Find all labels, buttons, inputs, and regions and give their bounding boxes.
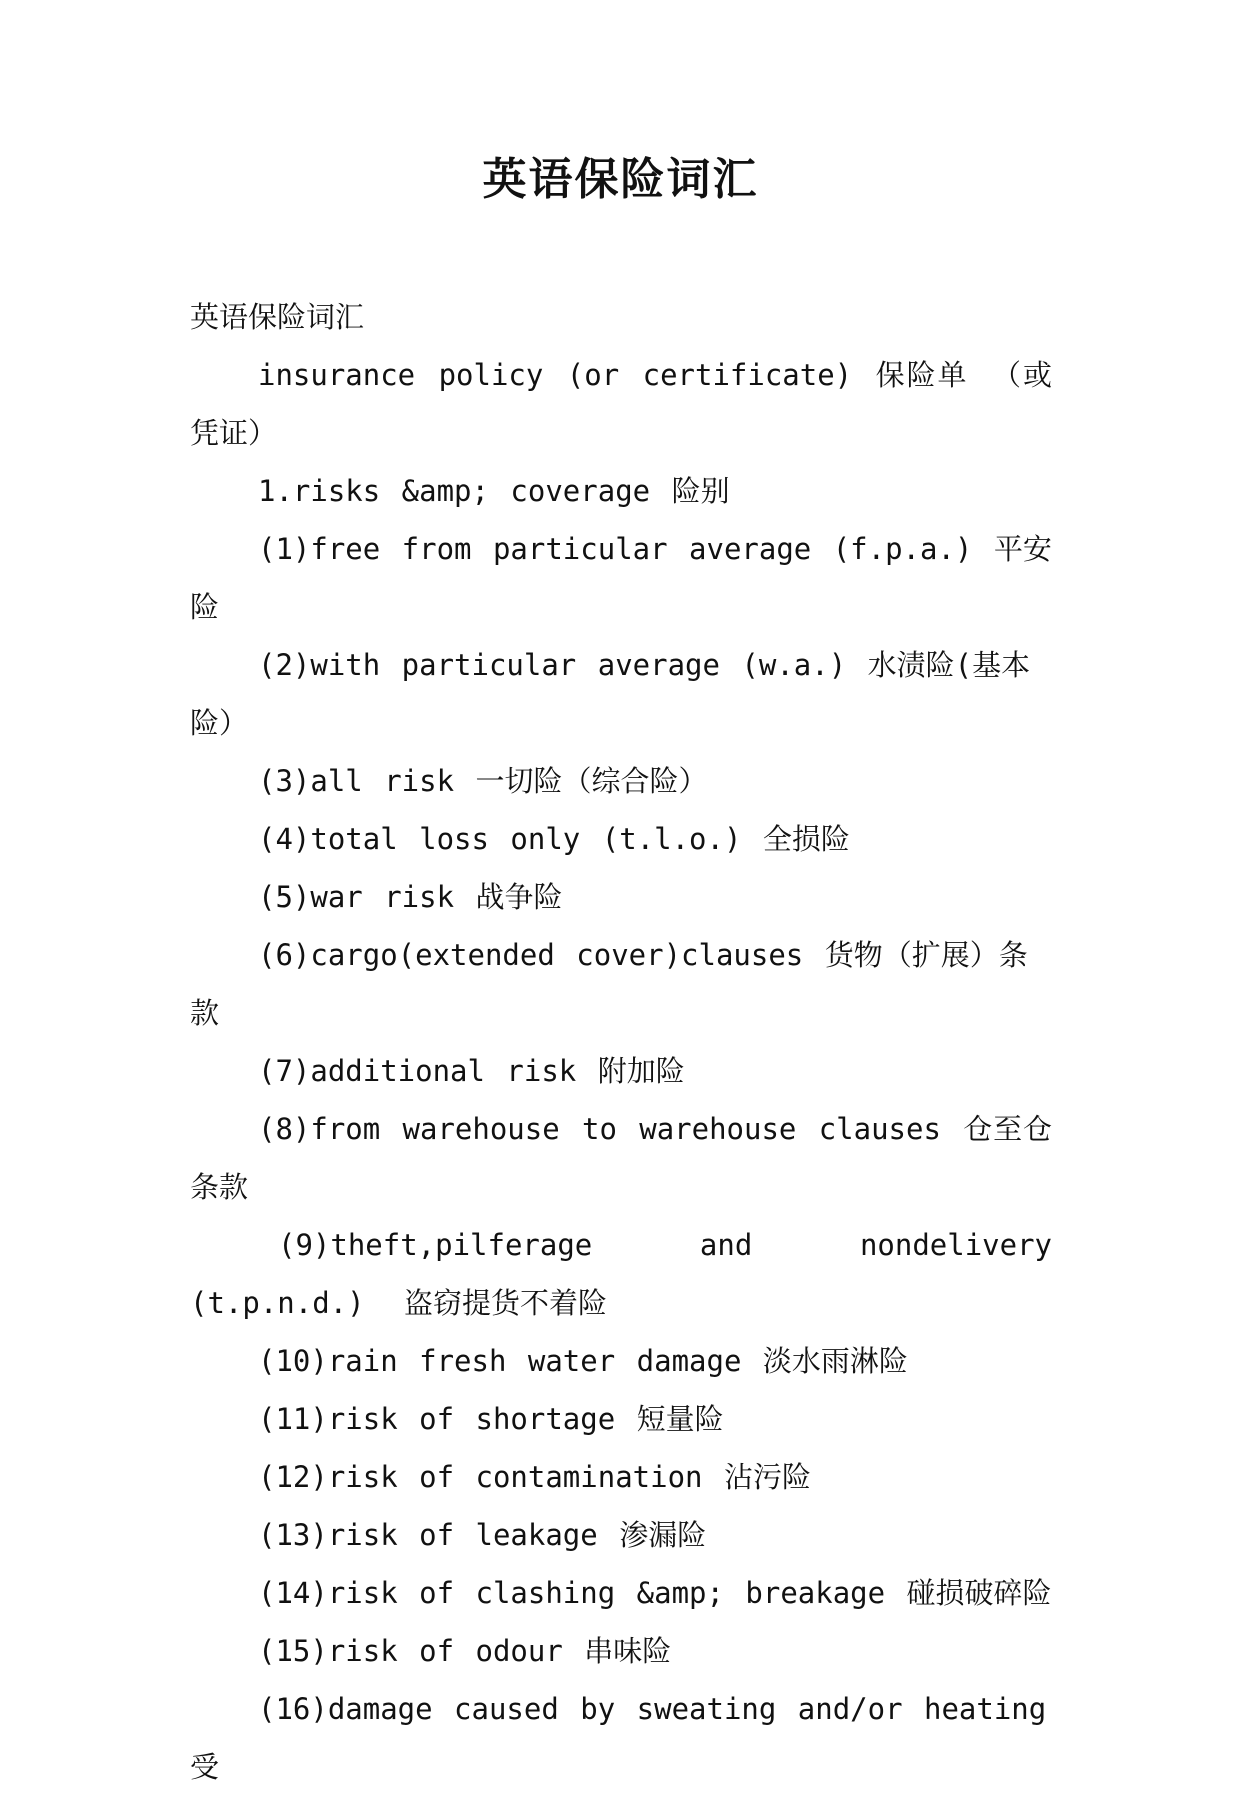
list-item: (15)risk of odour 串味险 [258,1634,672,1668]
list-item: (1)free from particular average (f.p.a.) 平安险 [190,532,1052,624]
document-body [190,288,1052,1796]
list-item: (7)additional risk 附加险 [258,1054,685,1088]
list-item: (6)cargo(extended cover)clauses 货物（扩展）条款 [190,938,1028,1030]
list-item: (8)from warehouse to warehouse clauses 仓至仓条款 [190,1112,1052,1204]
document-title: 英语保险词汇 [482,154,759,205]
list-item: (11)risk of shortage 短量险 [258,1402,724,1436]
list-item: (2)with particular average (w.a.) 水渍险(基本险） [190,648,1031,740]
list-item: (4)total loss only (t.l.o.) 全损险 [258,822,850,856]
list-item: (9)theft,pilferage and nondelivery (t.p.n.d.) 盗窃提货不着险 [190,1228,1052,1320]
paragraph-insurance-policy: insurance policy (or certificate) 保险单 （或凭证） [190,358,1052,450]
list-item: (16)damage caused by sweating and/or heating 受 [190,1692,1047,1784]
list-item: (13)risk of leakage 渗漏险 [258,1518,707,1552]
list-item: (12)risk of contamination 沾污险 [258,1460,811,1494]
list-item: (14)risk of clashing &amp; breakage 碰损破碎险 [258,1576,1052,1610]
list-item: (3)all risk 一切险（综合险） [258,764,708,798]
list-item: (5)war risk 战争险 [258,880,563,914]
paragraph-heading: 英语保险词汇 [190,300,365,334]
list-item: (10)rain fresh water damage 淡水雨淋险 [258,1344,908,1378]
paragraph-risks-coverage: 1.risks &amp; coverage 险别 [258,474,730,508]
